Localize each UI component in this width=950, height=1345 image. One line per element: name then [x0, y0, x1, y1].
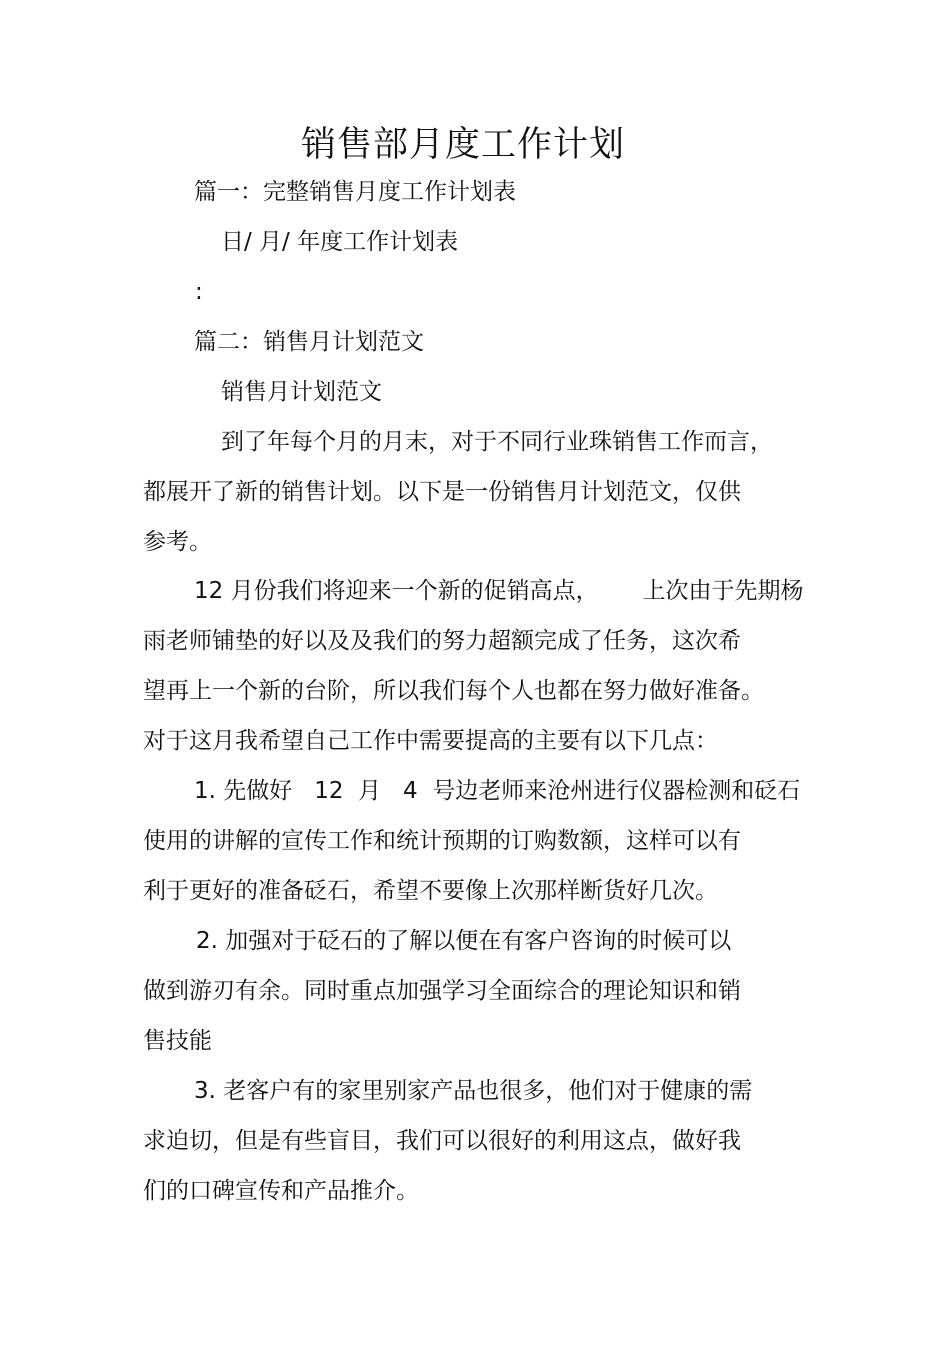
paragraph-line: 雨老师铺垫的好以及及我们的努力超额完成了任务，这次希	[143, 628, 741, 654]
document-title: 销售部月度工作计划	[300, 125, 625, 165]
paragraph-line: 们的口碑宣传和产品推介。	[143, 1178, 419, 1204]
colon-line: :	[195, 279, 203, 305]
list-item-3: 3. 老客户有的家里别家产品也很多，他们对于健康的需	[194, 1078, 753, 1104]
paragraph-line: 使用的讲解的宣传工作和统计预期的订购数额，这样可以有	[143, 828, 741, 854]
paragraph-line: 做到游刃有余。同时重点加强学习全面综合的理论知识和销	[143, 978, 741, 1004]
paragraph-line: 12 月份我们将迎来一个新的促销高点， 上次由于先期杨	[194, 578, 804, 604]
paragraph-line: 求迫切，但是有些盲目，我们可以很好的利用这点，做好我	[143, 1128, 741, 1154]
paragraph-line: 售技能	[143, 1028, 212, 1054]
paragraph-line: 参考。	[143, 529, 212, 555]
paragraph-line: 都展开了新的销售计划。以下是一份销售月计划范文，仅供	[143, 479, 741, 505]
section-heading-2: 篇二：销售月计划范文	[194, 329, 424, 355]
subheading-line: 销售月计划范文	[221, 379, 382, 405]
section-heading-1: 篇一：完整销售月度工作计划表	[194, 179, 516, 205]
paragraph-line: 望再上一个新的台阶，所以我们每个人也都在努力做好准备。	[143, 678, 764, 704]
subheading-line: 日/ 月/ 年度工作计划表	[221, 229, 459, 255]
list-item-1: 1. 先做好 12 月 4 号边老师来沧州进行仪器检测和砭石	[194, 778, 801, 804]
paragraph-line: 利于更好的准备砭石，希望不要像上次那样断货好几次。	[143, 878, 718, 904]
paragraph-line: 对于这月我希望自己工作中需要提高的主要有以下几点：	[143, 728, 718, 754]
paragraph-line: 到了年每个月的月末，对于不同行业珠销售工作而言，	[221, 429, 773, 455]
list-item-2: 2. 加强对于砭石的了解以便在有客户咨询的时候可以	[196, 928, 732, 954]
